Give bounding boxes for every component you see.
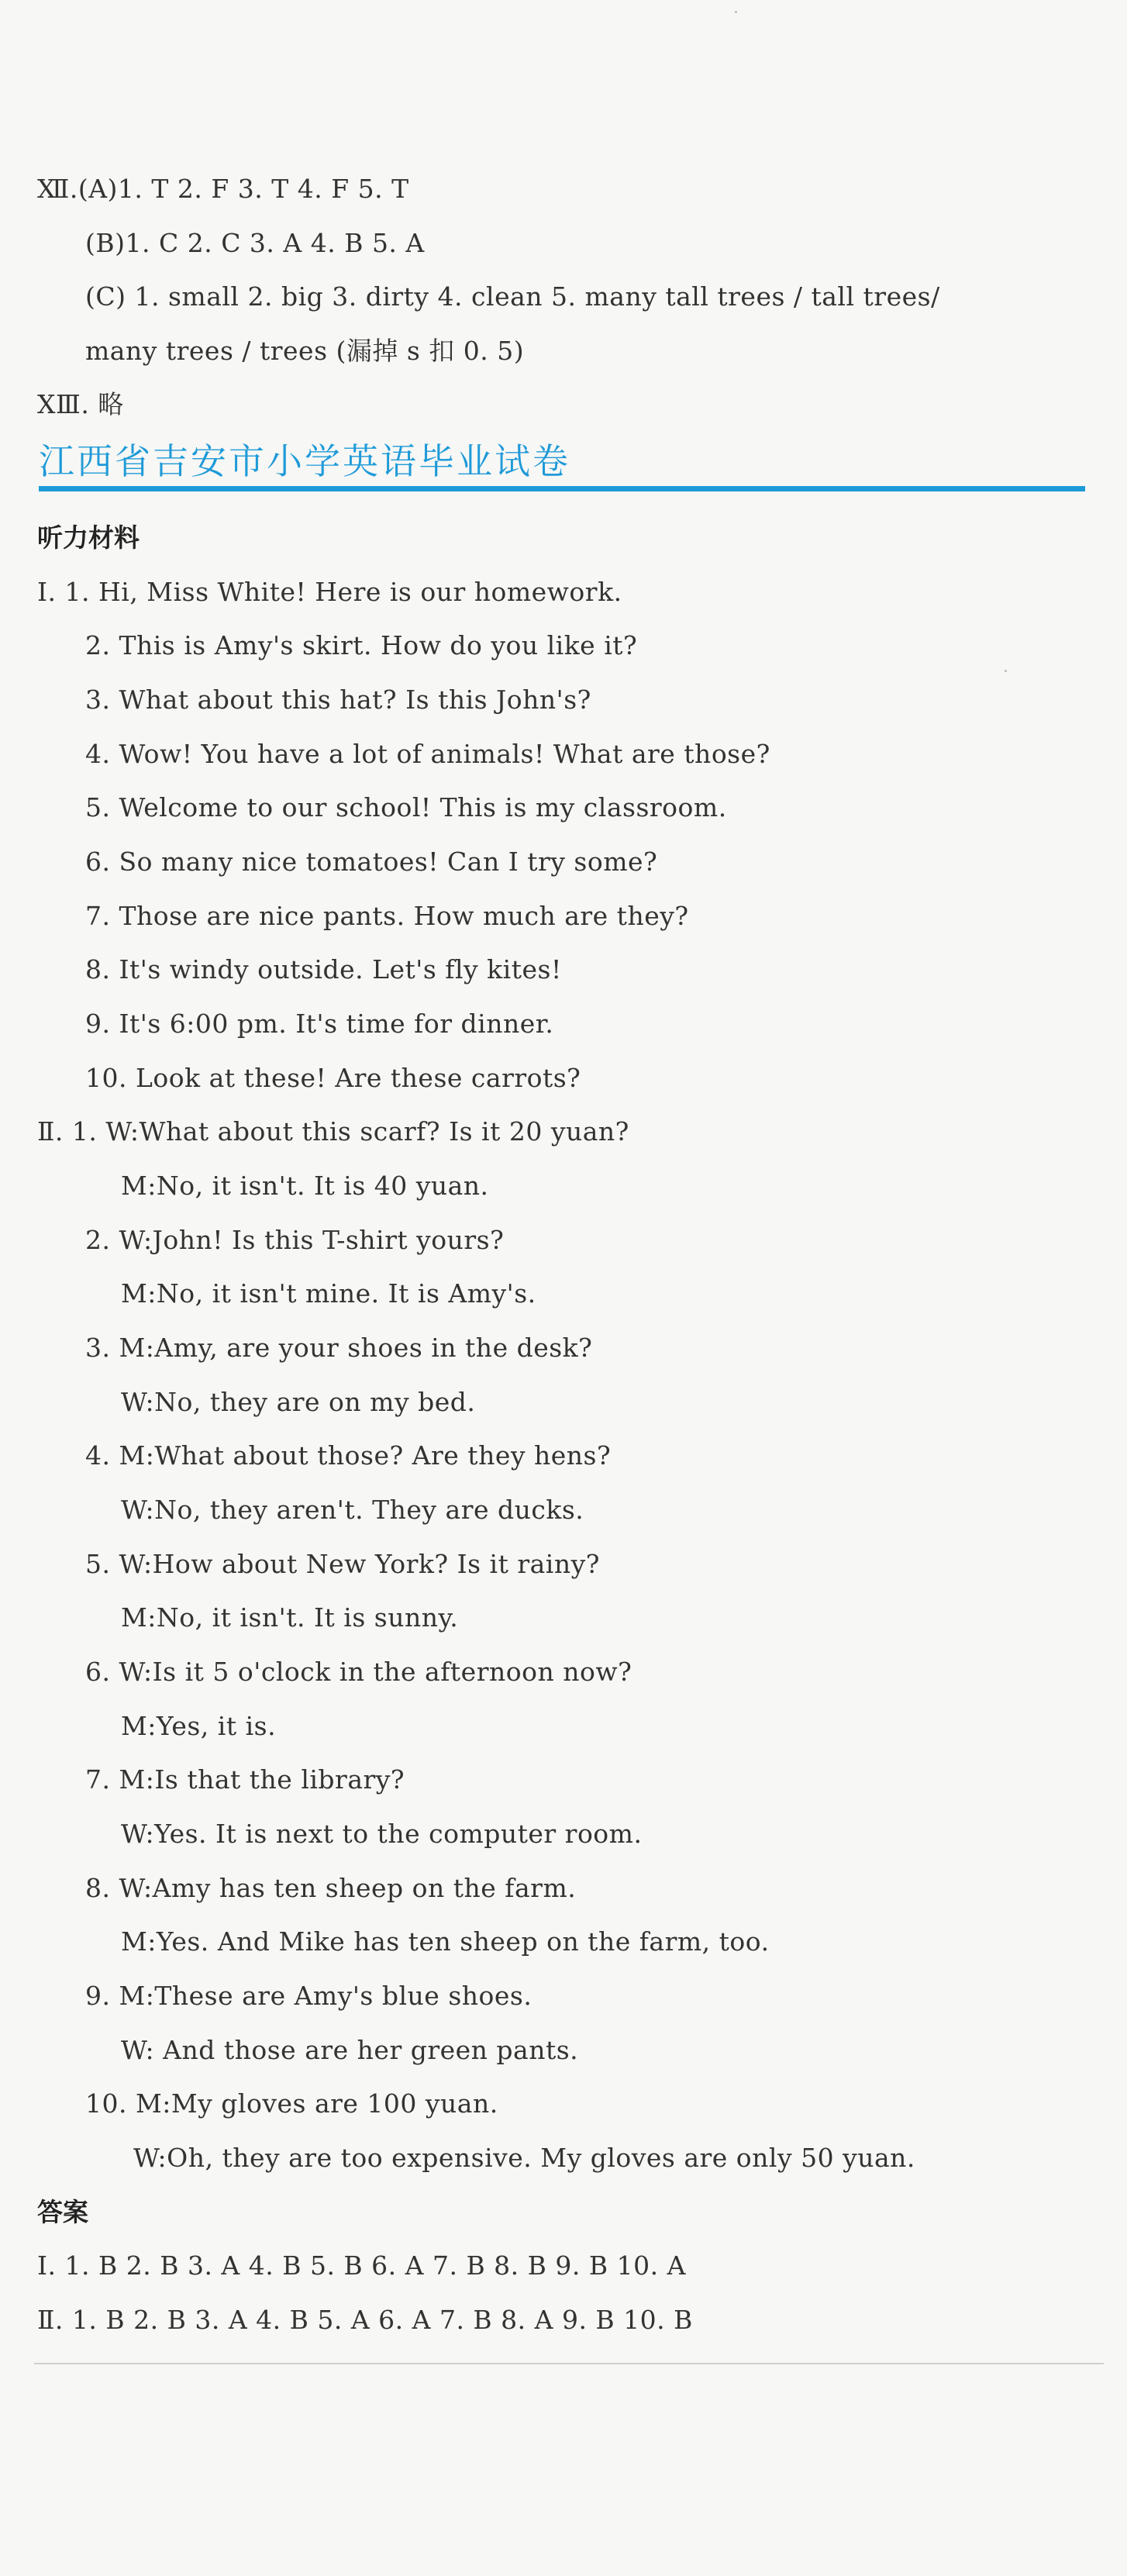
dialogue-line: W:No, they aren't. They are ducks. bbox=[121, 1495, 584, 1525]
answer-line-xii-c-cont: many trees / trees (漏掉 s 扣 0. 5) bbox=[85, 336, 525, 366]
dialogue-line: 4. M:What about those? Are they hens? bbox=[85, 1440, 612, 1471]
bottom-divider bbox=[34, 2363, 1104, 2364]
answer-line-xii-a: Ⅻ.(A)1. T 2. F 3. T 4. F 5. T bbox=[37, 174, 409, 204]
section-title: 江西省吉安市小学英语毕业试卷 bbox=[39, 440, 570, 482]
answer-line-xii-c: (C) 1. small 2. big 3. dirty 4. clean 5. many tall trees / tall trees/ bbox=[85, 281, 940, 312]
dialogue-line: 10. M:My gloves are 100 yuan. bbox=[85, 2088, 498, 2119]
dialogue-line: 3. M:Amy, are your shoes in the desk? bbox=[85, 1333, 593, 1363]
dialogue-line: 5. W:How about New York? Is it rainy? bbox=[85, 1549, 600, 1579]
dialogue-line: 9. M:These are Amy's blue shoes. bbox=[85, 1981, 532, 2011]
dialogue-line: M:No, it isn't. It is sunny. bbox=[121, 1602, 459, 1633]
listening-item: 10. Look at these! Are these carrots? bbox=[85, 1063, 581, 1093]
dialogue-line: M:No, it isn't mine. It is Amy's. bbox=[121, 1278, 536, 1309]
section-title-underline bbox=[39, 486, 1085, 491]
dialogue-line: 8. W:Amy has ten sheep on the farm. bbox=[85, 1873, 577, 1903]
listening-item: 8. It's windy outside. Let's fly kites! bbox=[85, 954, 562, 985]
answers-row-part1: Ⅰ. 1. B 2. B 3. A 4. B 5. B 6. A 7. B 8. B 9. B 10. A bbox=[37, 2250, 686, 2281]
dialogue-line: M:Yes. And Mike has ten sheep on the farm, too. bbox=[121, 1926, 770, 1957]
scan-speck bbox=[1005, 670, 1007, 672]
listening-item: Ⅰ. 1. Hi, Miss White! Here is our homework. bbox=[37, 577, 622, 607]
listening-item: 3. What about this hat? Is this John's? bbox=[85, 685, 591, 715]
answer-line-xiii: ⅩⅢ. 略 bbox=[37, 389, 124, 419]
dialogue-line: W:Oh, they are too expensive. My gloves are only 50 yuan. bbox=[133, 2143, 915, 2173]
listening-item: 2. This is Amy's skirt. How do you like it? bbox=[85, 630, 638, 660]
dialogue-line: M:No, it isn't. It is 40 yuan. bbox=[121, 1171, 489, 1201]
answers-heading: 答案 bbox=[37, 2197, 88, 2227]
listening-item: 5. Welcome to our school! This is my classroom. bbox=[85, 792, 727, 822]
dialogue-line: W:No, they are on my bed. bbox=[121, 1387, 476, 1417]
listening-heading: 听力材料 bbox=[37, 522, 140, 553]
listening-item: 7. Those are nice pants. How much are they? bbox=[85, 901, 689, 931]
listening-item: 6. So many nice tomatoes! Can I try some? bbox=[85, 847, 658, 877]
listening-item: 4. Wow! You have a lot of animals! What are those? bbox=[85, 739, 770, 769]
dialogue-line: 7. M:Is that the library? bbox=[85, 1764, 405, 1795]
answers-row-part2: Ⅱ. 1. B 2. B 3. A 4. B 5. A 6. A 7. B 8. A 9. B 10. B bbox=[37, 2305, 693, 2335]
dialogue-line: W:Yes. It is next to the computer room. bbox=[121, 1819, 643, 1849]
dialogue-line: Ⅱ. 1. W:What about this scarf? Is it 20 yuan? bbox=[37, 1116, 629, 1147]
listening-item: 9. It's 6:00 pm. It's time for dinner. bbox=[85, 1009, 554, 1039]
answer-line-xii-b: (B)1. C 2. C 3. A 4. B 5. A bbox=[85, 228, 425, 258]
dialogue-line: 6. W:Is it 5 o'clock in the afternoon now? bbox=[85, 1657, 632, 1687]
dialogue-line: M:Yes, it is. bbox=[121, 1711, 277, 1741]
dialogue-line: 2. W:John! Is this T-shirt yours? bbox=[85, 1225, 505, 1255]
dialogue-line: W: And those are her green pants. bbox=[121, 2035, 579, 2065]
scan-speck bbox=[735, 11, 737, 13]
